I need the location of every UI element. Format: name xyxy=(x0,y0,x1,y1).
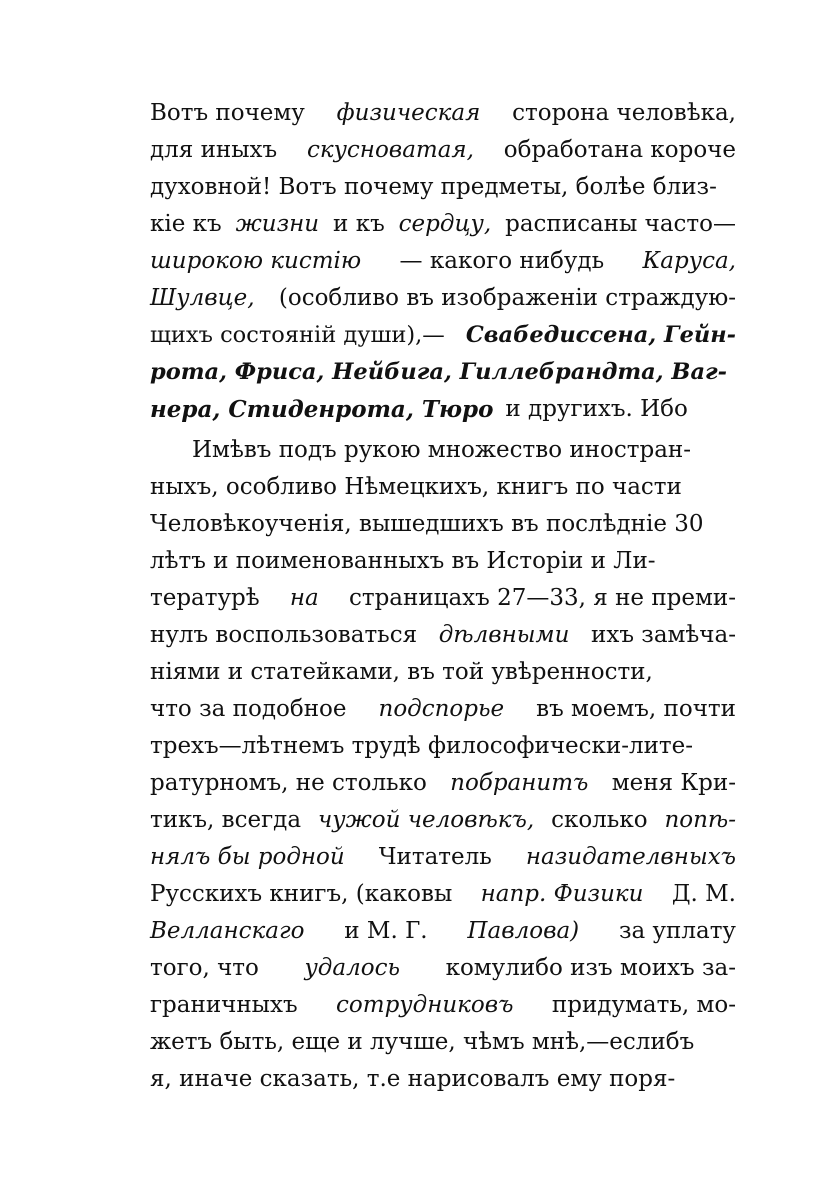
text-line xyxy=(150,169,736,206)
text-segment: удалось xyxy=(304,955,400,981)
text-line xyxy=(150,95,736,132)
text-segment: придумать, мо- xyxy=(551,992,736,1018)
text-segment: духовной! Вотъ почему предметы, болѣе близ- xyxy=(150,174,717,200)
text-segment: попѣ- xyxy=(664,807,736,833)
text-segment: жетъ быть, еще и лучше, чѣмъ мнѣ,—еслибъ xyxy=(150,1029,695,1055)
text-segment: страницахъ 27—33, я не преми- xyxy=(348,585,736,611)
paragraph-2 xyxy=(150,432,736,1098)
text-segment: физическая xyxy=(336,100,481,126)
text-line xyxy=(150,728,736,765)
text-segment: Свабедиссена, Гейн- xyxy=(465,322,736,348)
text-line xyxy=(150,132,736,169)
text-segment: кіе къ xyxy=(150,211,222,237)
text-line xyxy=(150,839,736,876)
text-segment: Шулвце, xyxy=(150,285,255,311)
text-line xyxy=(150,469,736,506)
text-segment: побранитъ xyxy=(450,770,589,796)
text-segment: того, что xyxy=(150,955,259,981)
paragraph-1 xyxy=(150,95,736,428)
text-segment: — какого нибудь xyxy=(399,248,605,274)
text-line xyxy=(150,317,736,354)
text-segment: тикъ, всегда xyxy=(150,807,302,833)
text-segment: сердцу, xyxy=(398,211,492,237)
text-line xyxy=(150,617,736,654)
text-segment: ратурномъ, не столько xyxy=(150,770,427,796)
text-segment: я, иначе сказать, т.е нарисовалъ ему поря- xyxy=(150,1066,676,1092)
text-line xyxy=(150,280,736,317)
text-segment: жизни xyxy=(235,211,320,237)
text-segment: меня Кри- xyxy=(611,770,736,796)
text-line xyxy=(150,950,736,987)
text-segment: Человѣкоученія, вышедшихъ въ послѣдніе 30 xyxy=(150,511,704,537)
text-line xyxy=(150,1024,736,1061)
text-line xyxy=(150,1061,736,1098)
text-segment: Павлова) xyxy=(467,918,580,944)
text-segment: и другихъ. Ибо xyxy=(505,396,688,422)
text-line xyxy=(150,391,736,428)
text-segment: напр. Физики xyxy=(480,881,644,907)
text-line xyxy=(150,354,736,391)
text-segment: скусноватая, xyxy=(306,137,474,163)
text-line xyxy=(150,876,736,913)
text-line xyxy=(150,913,736,950)
text-segment: сотрудниковъ xyxy=(336,992,514,1018)
text-line xyxy=(150,802,736,839)
text-segment: тературѣ xyxy=(150,585,260,611)
text-segment: широкою кистію xyxy=(150,248,362,274)
text-segment: нялъ бы родной xyxy=(150,844,345,870)
text-segment: щихъ состояній души),— xyxy=(150,322,445,348)
text-segment: Русскихъ книгъ, (каковы xyxy=(150,881,453,907)
text-segment: на xyxy=(289,585,319,611)
text-line xyxy=(150,243,736,280)
text-segment: Д. М. xyxy=(671,881,736,907)
text-line xyxy=(150,432,736,469)
text-segment: за уплату xyxy=(618,918,736,944)
text-segment: расписаны часто— xyxy=(505,211,736,237)
text-segment: чужой человѣкъ, xyxy=(317,807,535,833)
text-segment: Велланскаго xyxy=(150,918,305,944)
text-segment: и М. Г. xyxy=(344,918,428,944)
text-segment: и къ xyxy=(333,211,385,237)
text-segment: нулъ воспользоваться xyxy=(150,622,418,648)
text-segment: комулибо изъ моихъ за- xyxy=(445,955,736,981)
text-segment: Каруса, xyxy=(642,248,736,274)
text-segment: (особливо въ изображеніи страждую- xyxy=(278,285,736,311)
text-segment: назидателвныхъ xyxy=(525,844,736,870)
text-line xyxy=(150,206,736,243)
text-segment: нера, Стиденрота, Тюро xyxy=(150,396,494,423)
text-segment: граничныхъ xyxy=(150,992,298,1018)
text-segment: обработана короче xyxy=(503,137,736,163)
text-line xyxy=(150,987,736,1024)
text-segment: сторона человѣка, xyxy=(512,100,736,126)
text-segment: Вотъ почему xyxy=(150,100,305,126)
text-segment: что за подобное xyxy=(150,696,347,722)
text-segment: сколько xyxy=(551,807,648,833)
text-segment: въ моемъ, почти xyxy=(536,696,736,722)
text-segment: подспорье xyxy=(378,696,505,722)
text-segment: ихъ замѣча- xyxy=(591,622,736,648)
text-line xyxy=(150,506,736,543)
text-segment: Имѣвъ подъ рукою множество иностран- xyxy=(192,437,692,463)
text-line xyxy=(150,654,736,691)
text-segment: дѣлвными xyxy=(438,622,570,648)
text-segment: для иныхъ xyxy=(150,137,278,163)
text-segment: ніями и статейками, въ той увѣренности, xyxy=(150,659,653,685)
text-segment: рота, Фриса, Нейбига, Гиллебрандта, Ваг- xyxy=(150,359,728,385)
text-line xyxy=(150,580,736,617)
text-segment: лѣтъ и поименованныхъ въ Исторіи и Ли- xyxy=(150,548,656,574)
text-segment: Читатель xyxy=(378,844,492,870)
text-segment: ныхъ, особливо Нѣмецкихъ, книгъ по части xyxy=(150,474,682,500)
text-line xyxy=(150,765,736,802)
text-segment: трехъ—лѣтнемъ трудѣ философически-лите- xyxy=(150,733,694,759)
text-line xyxy=(150,543,736,580)
text-line xyxy=(150,691,736,728)
